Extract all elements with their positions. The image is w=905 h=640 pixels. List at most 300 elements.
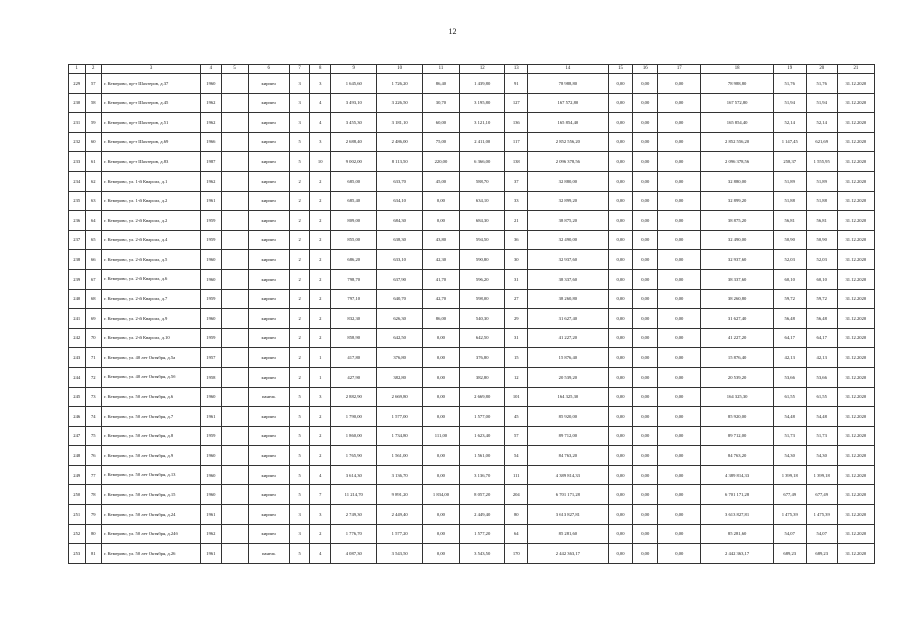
table-cell: 0,00 [422,505,459,525]
table-cell: 2 [310,446,331,466]
table-cell: 237 [69,230,86,250]
table-cell: 15 876,40 [701,348,773,368]
table-cell: 15 876,40 [528,348,608,368]
table-cell: 75,00 [422,132,459,152]
table-cell: 43,80 [422,230,459,250]
table-cell: 3 181,10 [377,113,422,133]
table-cell: кирпич [248,348,289,368]
table-cell: 588,70 [460,171,505,191]
table-cell: 1960 [201,269,222,289]
table-cell: 243 [69,348,86,368]
column-header-1: 1 [69,65,86,74]
table-cell: 31.12.2020 [837,132,874,152]
table-cell: 1 561,00 [377,446,422,466]
table-cell: 136 [505,113,528,133]
table-cell: 31.12.2020 [837,309,874,329]
table-cell: 251 [69,505,86,525]
address-cell: г. Кемерово, ул. 2-й Кварсил, д.6 [102,269,201,289]
table-cell: 41 227,20 [701,328,773,348]
table-cell: 1961 [201,191,222,211]
table-cell: 54 [505,446,528,466]
table-cell: 76 [85,446,102,466]
address-cell: г. Кемерово, пр-т Шахтеров, д.45 [102,93,201,113]
table-cell: кирпич [248,328,289,348]
table-cell: 238 [69,250,86,270]
table-cell [221,387,248,407]
table-cell: 640,70 [377,289,422,309]
table-cell: 1 860,00 [331,426,377,446]
table-row [69,367,875,387]
column-header-21: 21 [837,65,874,74]
table-cell: 32 880,00 [701,171,773,191]
column-header-16: 16 [633,65,658,74]
address-cell: г. Кемерово, ул. 2-й Кварсил, д.10 [102,328,201,348]
table-cell: 246 [69,407,86,427]
table-cell: 4 389 814,33 [701,465,773,485]
table-cell: 0,00 [633,113,658,133]
table-cell: 32 899,20 [528,191,608,211]
table-cell: 38 337,60 [701,269,773,289]
table-row [69,289,875,309]
table-cell [221,132,248,152]
address-cell: г. Кемерово, ул. 40 лет Октября, д.5а [102,348,201,368]
table-cell: 38 260,80 [528,289,608,309]
table-cell: 0,00 [658,407,701,427]
table-cell: 54,30 [806,446,837,466]
table-cell: 9 891,20 [377,485,422,505]
table-cell: 164 325,30 [528,387,608,407]
table-cell: 638,30 [377,230,422,250]
table-cell: 0,00 [633,250,658,270]
table-cell: кирпич [248,485,289,505]
table-cell: 677,49 [773,485,806,505]
table-cell: 3 [289,93,310,113]
column-header-4: 4 [201,65,222,74]
address-cell: г. Кемерово, пр-т Шахтеров, д.83 [102,152,201,172]
table-cell: кирпич [248,113,289,133]
table-cell: 33 [505,191,528,211]
table-cell: 642,50 [377,328,422,348]
table-cell [221,367,248,387]
table-cell: 0,00 [658,250,701,270]
address-cell: г. Кемерово, ул. 50 лет Октября, д.15 [102,485,201,505]
table-cell: 0,00 [633,171,658,191]
table-cell: 798,70 [331,269,377,289]
table-cell: 1987 [201,152,222,172]
table-cell: 0,00 [658,524,701,544]
table-cell: 3 493,10 [331,93,377,113]
column-header-6: 6 [248,65,289,74]
table-cell: 86,00 [422,309,459,329]
table-cell: 3 [289,505,310,525]
table-cell: 0,00 [608,426,633,446]
table-cell [221,250,248,270]
table-cell: 376,80 [377,348,422,368]
table-cell: 62 [85,171,102,191]
table-cell: 78 988,80 [528,74,608,94]
address-cell: г. Кемерово, пр-т Шахтеров, д.37 [102,74,201,94]
table-cell: 56,48 [773,309,806,329]
table-cell: 0,00 [633,465,658,485]
table-body [69,74,875,564]
table-cell: 3 543,50 [460,544,505,564]
table-cell: 0,00 [658,465,701,485]
table-cell: кирпич [248,407,289,427]
table-cell [221,407,248,427]
table-cell: 0,00 [658,544,701,564]
table-cell [221,289,248,309]
table-cell: 677,49 [806,485,837,505]
column-header-7: 7 [289,65,310,74]
column-header-18: 18 [701,65,773,74]
table-cell: 165 854,40 [701,113,773,133]
table-row [69,446,875,466]
table-cell: 1960 [201,387,222,407]
table-cell: 594,50 [460,230,505,250]
table-cell: 0,00 [608,152,633,172]
table-cell: 78 [85,485,102,505]
table-cell: 0,00 [633,485,658,505]
table-cell: 797,10 [331,289,377,309]
table-cell [221,191,248,211]
table-row [69,485,875,505]
table-cell: 0,00 [658,348,701,368]
table-cell: 67 [85,269,102,289]
table-cell: 31.12.2020 [837,407,874,427]
table-cell: 1961 [201,407,222,427]
table-cell: 2 [289,191,310,211]
address-cell: г. Кемерово, ул. 2-й Кварсил, д.5 [102,250,201,270]
table-cell: 51,88 [806,191,837,211]
table-cell [221,152,248,172]
table-cell: 689,23 [806,544,837,564]
table-cell: 31.12.2020 [837,485,874,505]
table-cell: 0,00 [633,544,658,564]
table-cell: 2 [310,309,331,329]
table-cell: 249 [69,465,86,485]
table-cell: 64,17 [806,328,837,348]
table-cell: 1960 [201,309,222,329]
table-cell: 2 442 363,17 [528,544,608,564]
column-header-2: 2 [85,65,102,74]
table-cell: кирпич [248,524,289,544]
table-cell: кирпич [248,446,289,466]
table-row [69,269,875,289]
table-cell: 0,00 [422,524,459,544]
table-cell: 36 [505,230,528,250]
table-cell: 52,03 [773,250,806,270]
table-cell: 71 [85,348,102,368]
table-cell: 31.12.2020 [837,113,874,133]
address-cell: г. Кемерово, ул. 50 лет Октября, д.26 [102,544,201,564]
table-cell: 5 [289,132,310,152]
table-cell: 74 [85,407,102,427]
table-cell: 32 937,60 [701,250,773,270]
table-cell: 1 [310,367,331,387]
table-cell: 31.12.2020 [837,289,874,309]
table-cell: 0,00 [658,152,701,172]
column-header-9: 9 [331,65,377,74]
table-cell: 0,00 [608,250,633,270]
table-cell: 1 577,20 [460,524,505,544]
table-cell: 0,00 [658,387,701,407]
table-cell: 41,70 [422,269,459,289]
table-cell: кирпич [248,505,289,525]
table-cell: 250 [69,485,86,505]
table-cell: 1959 [201,230,222,250]
table-cell: 0,00 [658,230,701,250]
table-cell: 1 399,18 [773,465,806,485]
table-cell: 165 854,40 [528,113,608,133]
table-cell: 31.12.2020 [837,93,874,113]
table-cell: 38 875,20 [701,211,773,231]
address-cell: г. Кемерово, ул. 50 лет Октября, д.7 [102,407,201,427]
table-row [69,113,875,133]
table-cell: 0,00 [633,93,658,113]
table-cell: 1 [310,348,331,368]
table-cell [221,171,248,191]
column-header-13: 13 [505,65,528,74]
table-cell: 0,00 [658,485,701,505]
table-row [69,93,875,113]
table-cell: 5 [289,407,310,427]
table-cell: 63 [85,191,102,211]
table-cell: 51,89 [773,171,806,191]
table-cell: 2 [289,367,310,387]
table-cell: 31.12.2020 [837,426,874,446]
table-cell: 32 937,60 [528,250,608,270]
table-cell: 0,00 [422,328,459,348]
table-cell [221,544,248,564]
table-cell: 1960 [201,485,222,505]
table-cell: 101 [505,387,528,407]
address-cell: г. Кемерово, ул. 40 лет Октября, д.5б [102,367,201,387]
table-cell: 20 539,20 [528,367,608,387]
table-row [69,426,875,446]
table-cell: кирпич [248,191,289,211]
table-row [69,211,875,231]
table-cell: 138 [505,152,528,172]
table-cell: 3 543,50 [377,544,422,564]
table-cell: 2 [289,269,310,289]
table-cell: 167 572,80 [528,93,608,113]
table-cell: 0,00 [422,465,459,485]
table-cell [221,93,248,113]
table-cell: 42,70 [422,289,459,309]
table-cell: кирпич [248,132,289,152]
table-cell: 241 [69,309,86,329]
table-cell: 2 882,90 [331,387,377,407]
table-row [69,74,875,94]
column-header-3: 3 [102,65,201,74]
table-cell: 236 [69,211,86,231]
table-cell: 42,13 [806,348,837,368]
table-cell: 51,94 [773,93,806,113]
table-cell: 3 [310,387,331,407]
table-cell: 59,72 [773,289,806,309]
table-cell: 634,10 [377,191,422,211]
table-cell: 6 366,00 [460,152,505,172]
table-cell: 0,00 [658,289,701,309]
table-cell: 1961 [201,544,222,564]
table-cell: 2 [289,211,310,231]
table-cell: 72 [85,367,102,387]
table-row [69,505,875,525]
column-header-12: 12 [460,65,505,74]
table-cell: 51,76 [773,74,806,94]
table-cell: 91 [505,74,528,94]
table-cell [221,74,248,94]
address-cell: г. Кемерово, ул. 2-й Кварсил, д.7 [102,289,201,309]
column-header-20: 20 [806,65,837,74]
table-cell: 1959 [201,289,222,309]
table-cell: 1960 [201,465,222,485]
table-cell: 15 [505,348,528,368]
table-cell: 42,13 [773,348,806,368]
table-cell: 0,00 [608,191,633,211]
table-cell: 258,37 [773,152,806,172]
table-cell: 0,00 [608,309,633,329]
table-row [69,328,875,348]
table-cell: 2 [289,171,310,191]
table-cell: кирпич [248,465,289,485]
table-cell: 31.12.2020 [837,348,874,368]
table-cell: 0,00 [608,524,633,544]
table-cell: 4 [310,544,331,564]
address-cell: г. Кемерово, ул. 2-й Кварсил, д.9 [102,309,201,329]
table-cell: 809,00 [331,211,377,231]
table-cell: 54,07 [773,524,806,544]
table-cell: 0,00 [608,485,633,505]
table-cell: 1959 [201,328,222,348]
table-cell: 2 [310,171,331,191]
table-cell: 0,00 [608,367,633,387]
table-cell: 621,69 [806,132,837,152]
table-cell: 31.12.2020 [837,328,874,348]
table-cell: 2 [289,309,310,329]
address-cell: г. Кемерово, пр-т Шахтеров, д.69 [102,132,201,152]
table-cell: 52,14 [806,113,837,133]
table-cell: 29 [505,309,528,329]
table-cell: 11 214,70 [331,485,377,505]
table-cell: 0,00 [658,171,701,191]
table-cell: 69 [85,309,102,329]
table-cell: 0,00 [608,289,633,309]
table-cell: 5 [289,485,310,505]
table-cell: 4 389 814,33 [528,465,608,485]
table-cell: 3 455,30 [331,113,377,133]
table-cell: 51,88 [773,191,806,211]
table-cell: 2 852 556,20 [528,132,608,152]
table-cell: 3 [310,505,331,525]
table-cell: 626,30 [377,309,422,329]
table-cell: 0,00 [633,426,658,446]
table-cell: 2 096 378,56 [528,152,608,172]
table-cell: 37 [505,171,528,191]
table-cell: 31.12.2020 [837,446,874,466]
table-cell: 0,00 [658,74,701,94]
table-cell: 1962 [201,93,222,113]
table-cell: 0,00 [608,544,633,564]
table-cell: 4 [310,113,331,133]
table-cell: 127 [505,93,528,113]
table-row [69,250,875,270]
table-cell: 31.12.2020 [837,387,874,407]
table-cell: 642,50 [460,328,505,348]
table-cell: 84 763,20 [528,446,608,466]
table-cell: 60 [85,132,102,152]
table-cell: 5 [289,446,310,466]
table-cell: 0,00 [633,387,658,407]
table-cell: 1 645,60 [331,74,377,94]
table-cell [221,446,248,466]
table-cell: 0,00 [633,74,658,94]
table-cell: 42,30 [422,250,459,270]
table-cell: 52,03 [806,250,837,270]
table-cell: 2 [289,230,310,250]
table-cell: 3 121,10 [460,113,505,133]
column-header-5: 5 [221,65,248,74]
table-cell: 85 920,00 [701,407,773,427]
table-row [69,309,875,329]
table-cell: 1962 [201,113,222,133]
table-cell: 0,00 [608,171,633,191]
table-cell: 111,00 [422,426,459,446]
table-cell: 1 475,39 [773,505,806,525]
table-cell: 51,73 [773,426,806,446]
address-cell: г. Кемерово, ул. 1-й Кварсил, д.2 [102,191,201,211]
table-cell: 0,00 [633,524,658,544]
table-cell: 60,00 [422,113,459,133]
table-cell: 31.12.2020 [837,269,874,289]
address-cell: г. Кемерово, ул. 50 лет Октября, д.13 [102,465,201,485]
table-cell: 5 [289,426,310,446]
table-cell: 0,00 [658,505,701,525]
table-cell: 540,30 [460,309,505,329]
table-cell: 0,00 [422,407,459,427]
column-header-14: 14 [528,65,608,74]
table-cell: 2 [289,328,310,348]
table-cell: 1 399,18 [806,465,837,485]
table-cell: 5 [289,152,310,172]
table-cell: 832,30 [331,309,377,329]
table-cell: 57 [85,74,102,94]
table-cell: 0,00 [633,505,658,525]
table-cell: 31.12.2020 [837,230,874,250]
table-cell: 51,76 [806,74,837,94]
table-cell: 376,80 [460,348,505,368]
table-cell: 248 [69,446,86,466]
table-cell: 3 195,80 [460,93,505,113]
table-cell: 0,00 [658,132,701,152]
table-cell: кирпич [248,211,289,231]
table-cell: 1959 [201,211,222,231]
table-cell: 0,00 [658,93,701,113]
table-cell: 855,00 [331,230,377,250]
table-cell: 80 [85,524,102,544]
table-cell: 64,17 [773,328,806,348]
table-cell: 3 [289,74,310,94]
table-cell: 427,90 [331,367,377,387]
table-cell: 31.12.2020 [837,250,874,270]
table-cell: 51,89 [806,171,837,191]
table-cell: 3 613 827,81 [528,505,608,525]
table-cell: 2 852 556,20 [701,132,773,152]
table-cell: 1 475,39 [806,505,837,525]
table-cell: 66 [85,250,102,270]
table-cell: 2 [310,191,331,211]
table-cell: 59,72 [806,289,837,309]
